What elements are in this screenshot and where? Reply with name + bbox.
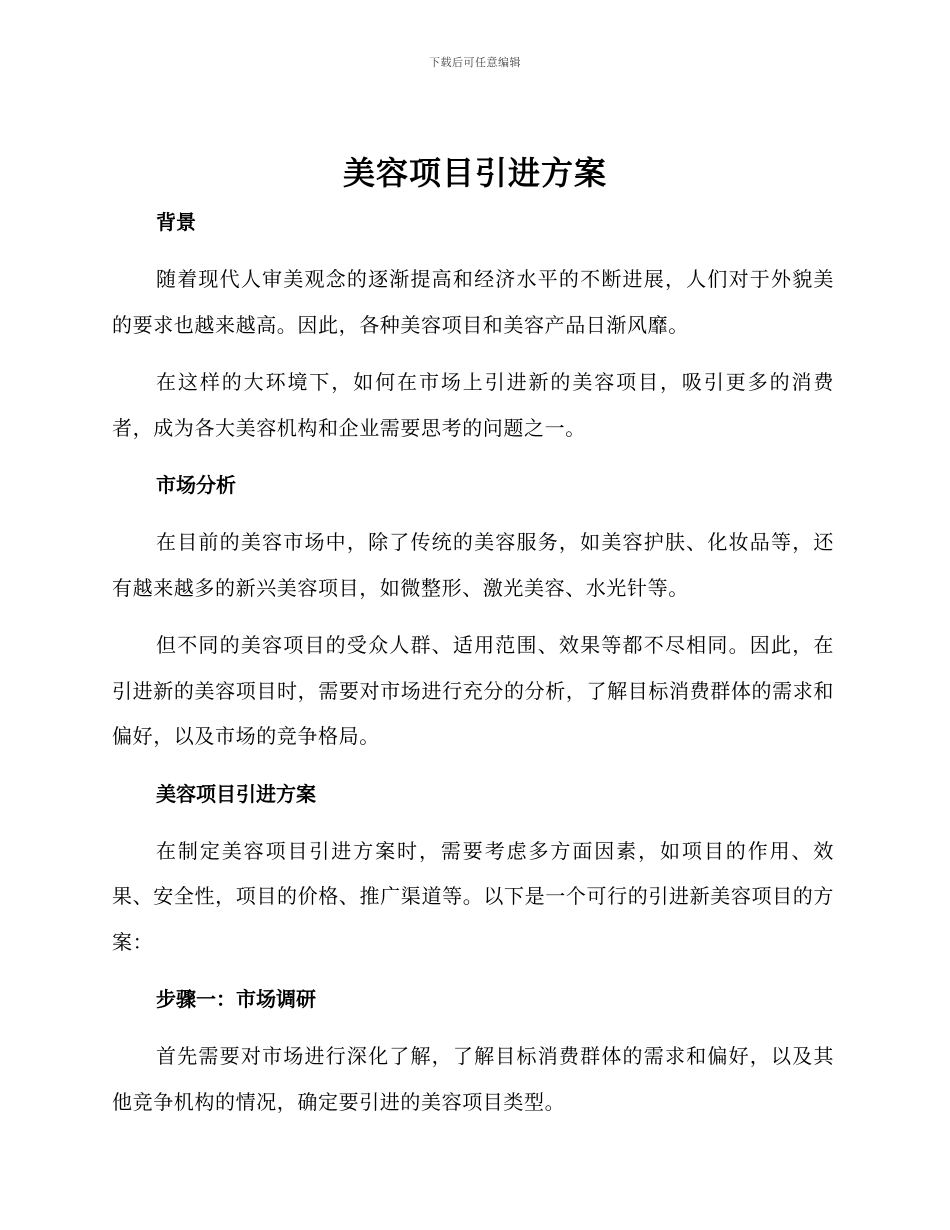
paragraph: 在目前的美容市场中，除了传统的美容服务，如美容护肤、化妆品等，还有越来越多的新兴美容项目，如微整形、激光美容、水光针等。 <box>112 530 834 600</box>
document-title: 美容项目引进方案 <box>342 154 607 192</box>
section-heading-market-analysis: 市场分析 <box>156 473 236 497</box>
document-body <box>112 200 834 1125</box>
paragraph: 在这样的大环境下，如何在市场上引进新的美容项目，吸引更多的消费者，成为各大美容机构和企业需要思考的问题之一。 <box>112 370 834 440</box>
paragraph: 随着现代人审美观念的逐渐提高和经济水平的不断进展，人们对于外貌美的要求也越来越高。因此，各种美容项目和美容产品日渐风靡。 <box>112 267 834 337</box>
section-heading-plan: 美容项目引进方案 <box>156 781 316 806</box>
paragraph: 但不同的美容项目的受众人群、适用范围、效果等都不尽相同。因此，在引进新的美容项目时，需要对市场进行充分的分析，了解目标消费群体的需求和偏好，以及市场的竞争格局。 <box>112 633 834 748</box>
paragraph: 首先需要对市场进行深化了解，了解目标消费群体的需求和偏好，以及其他竞争机构的情况，确定要引进的美容项目类型。 <box>112 1044 834 1114</box>
page-header-note: 下载后可任意编辑 <box>429 56 521 69</box>
section-heading-background: 背景 <box>156 210 196 234</box>
section-heading-step-one: 步骤一：市场调研 <box>156 987 316 1011</box>
paragraph: 在制定美容项目引进方案时，需要考虑多方面因素，如项目的作用、效果、安全性，项目的价格、推广渠道等。以下是一个可行的引进新美容项目的方案： <box>112 838 834 954</box>
